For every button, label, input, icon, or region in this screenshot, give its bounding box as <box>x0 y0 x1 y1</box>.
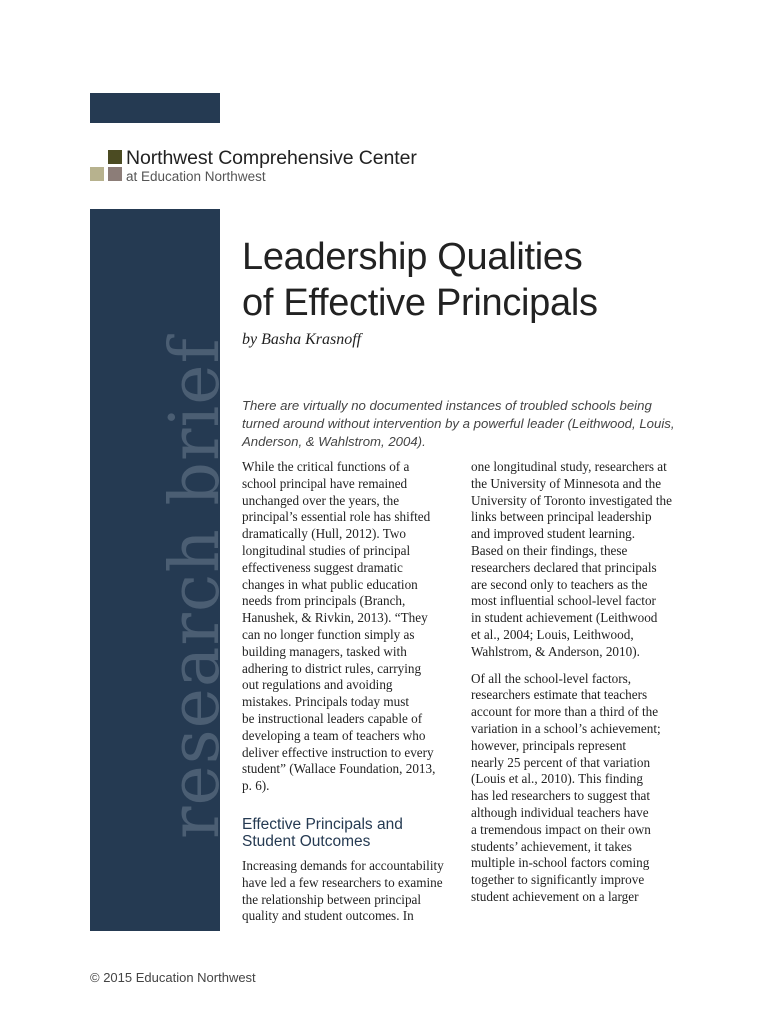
text-line: Hanushek, & Rivkin, 2013). “They <box>242 610 428 626</box>
logo-square-dark <box>108 150 122 164</box>
page-title <box>242 234 598 326</box>
text-line: student achievement on a larger <box>471 888 639 904</box>
paragraph <box>242 459 454 795</box>
text-line: however, principals represent <box>471 737 627 753</box>
text-line: unchanged over the years, the <box>242 492 400 508</box>
byline: by Basha Krasnoff <box>242 331 362 348</box>
heading-line: Student Outcomes <box>242 832 371 850</box>
paragraph <box>471 459 683 661</box>
text-line: together to significantly improve <box>471 872 645 888</box>
text-line: in student achievement (Leithwood <box>471 610 658 626</box>
text-line: student” (Wallace Foundation, 2013, <box>242 761 436 777</box>
text-line: Increasing demands for accountability <box>242 857 444 873</box>
text-line: changes in what public education <box>242 576 418 592</box>
text-line: dramatically (Hull, 2012). Two <box>242 526 407 542</box>
top-accent-bar <box>90 93 220 123</box>
paragraph <box>242 858 454 925</box>
body-column-left <box>242 459 454 935</box>
text-line: variation in a school’s achievement; <box>471 720 661 736</box>
text-line: building managers, tasked with <box>242 643 407 659</box>
title-line: of Effective Principals <box>242 282 598 324</box>
text-line: and improved student learning. <box>471 526 636 542</box>
text-line: researchers declared that principals <box>471 559 657 575</box>
text-line: although individual teachers have <box>471 804 649 820</box>
text-line: effectiveness suggest dramatic <box>242 559 403 575</box>
text-line: While the critical functions of a <box>242 459 410 474</box>
text-line: multiple in-school factors coming <box>471 855 650 871</box>
text-line: quality and student outcomes. In <box>242 908 414 924</box>
text-line: links between principal leadership <box>471 509 652 525</box>
org-name: Northwest Comprehensive Center <box>126 147 417 169</box>
text-line: most influential school-level factor <box>471 593 656 609</box>
text-line: developing a team of teachers who <box>242 727 426 743</box>
text-line: Based on their findings, these <box>471 542 628 558</box>
text-line: are second only to teachers as the <box>471 576 648 592</box>
paragraph <box>471 671 683 906</box>
text-line: nearly 25 percent of that variation <box>471 754 651 770</box>
text-line: account for more than a third of the <box>471 704 659 720</box>
text-line: principal’s essential role has shifted <box>242 509 431 525</box>
pull-quote: There are virtually no documented instances of troubled schools being turned around without intervention by a powerful leader (Leithwood, Louis, Anderson, & Wahlstrom, 2004). <box>242 398 675 449</box>
text-line: mistakes. Principals today must <box>242 694 410 710</box>
side-label-research-brief: research brief <box>156 337 235 839</box>
text-line: school principal have remained <box>242 475 408 491</box>
text-line: adhering to district rules, carrying <box>242 660 422 676</box>
text-line: the University of Minnesota and the <box>471 475 662 491</box>
org-logo <box>90 148 470 188</box>
text-line: be instructional leaders capable of <box>242 710 423 726</box>
text-line: a tremendous impact on their own <box>471 821 651 837</box>
text-line: p. 6). <box>242 778 270 794</box>
text-line: have led a few researchers to examine <box>242 874 443 890</box>
text-line: longitudinal studies of principal <box>242 542 411 558</box>
text-line: Of all the school-level factors, <box>471 670 632 686</box>
side-panel <box>90 209 235 931</box>
title-line: Leadership Qualities <box>242 236 583 278</box>
section-heading <box>242 816 454 850</box>
text-line: out regulations and avoiding <box>242 677 393 693</box>
org-subtitle: at Education Northwest <box>126 169 266 184</box>
text-line: researchers estimate that teachers <box>471 687 648 703</box>
text-line: needs from principals (Branch, <box>242 593 406 609</box>
body-column-right <box>471 459 683 916</box>
text-line: et al., 2004; Louis, Leithwood, <box>471 626 634 642</box>
text-line: students’ achievement, it takes <box>471 838 632 854</box>
text-line: University of Toronto investigated the <box>471 492 673 508</box>
text-line: has led researchers to suggest that <box>471 788 651 804</box>
text-line: the relationship between principal <box>242 891 422 907</box>
text-line: (Louis et al., 2010). This finding <box>471 771 643 787</box>
heading-line: Effective Principals and <box>242 815 403 833</box>
text-line: one longitudinal study, researchers at <box>471 459 667 474</box>
logo-square-mauve <box>108 167 122 181</box>
text-line: Wahlstrom, & Anderson, 2010). <box>471 643 640 659</box>
logo-square-tan <box>90 167 104 181</box>
text-line: can no longer function simply as <box>242 626 415 642</box>
copyright-footer: © 2015 Education Northwest <box>90 970 256 985</box>
text-line: deliver effective instruction to every <box>242 744 434 760</box>
